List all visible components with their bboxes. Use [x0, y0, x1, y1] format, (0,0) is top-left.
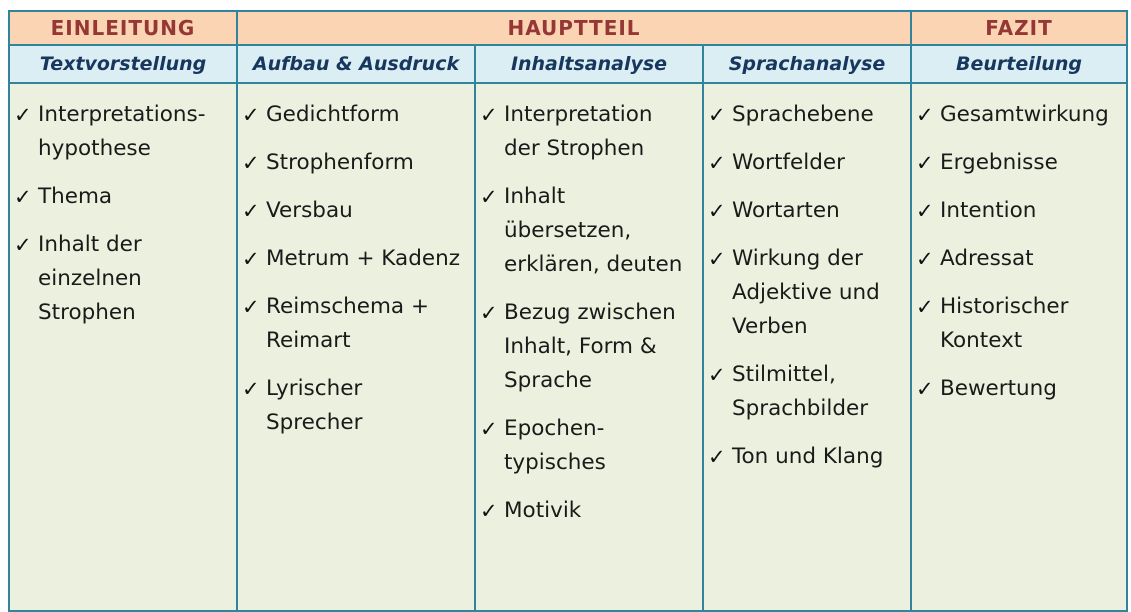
section-fazit: FAZIT — [911, 11, 1127, 45]
checkmark-icon: ✓ — [708, 247, 726, 271]
checklist-item — [480, 296, 702, 398]
section-hauptteil: HAUPTTEIL — [237, 11, 911, 45]
checklist-item-text: Gesamtwirkung — [940, 102, 1109, 127]
checkmark-icon: ✓ — [480, 185, 498, 209]
checkmark-icon: ✓ — [708, 363, 726, 387]
checklist-item — [480, 412, 702, 480]
checklist-item — [480, 98, 702, 166]
checkmark-icon: ✓ — [480, 301, 498, 325]
subheader-beurteilung: Beurteilung — [911, 45, 1127, 83]
checkmark-icon: ✓ — [708, 199, 726, 223]
checklist-item-text: Lyrischer Sprecher — [266, 376, 363, 435]
checkmark-icon: ✓ — [14, 185, 32, 209]
checkmark-icon: ✓ — [242, 199, 260, 223]
checklist-item-text: Bezug zwischen Inhalt, Form & Sprache — [504, 300, 676, 393]
checklist-item-text: Historischer Kontext — [940, 294, 1069, 353]
checkmark-icon: ✓ — [480, 103, 498, 127]
checklist-item — [480, 494, 702, 528]
checklist-item-text: Metrum + Kadenz — [266, 246, 460, 271]
subheader-aufbau-ausdruck: Aufbau & Ausdruck — [237, 45, 475, 83]
checklist-item — [916, 194, 1126, 228]
checklist-item — [708, 358, 910, 426]
checklist-item — [708, 146, 910, 180]
checklist-aufbau-ausdruck — [238, 98, 474, 440]
checkmark-icon: ✓ — [242, 151, 260, 175]
checklist-item-text: Motivik — [504, 498, 582, 523]
checklist-item — [916, 242, 1126, 276]
checklist-item — [480, 180, 702, 282]
checklist-item-text: Versbau — [266, 198, 353, 223]
checklist-item — [916, 98, 1126, 132]
checkmark-icon: ✓ — [242, 247, 260, 271]
checklist-textvorstellung — [10, 98, 236, 330]
subheader-sprachanalyse: Sprachanalyse — [703, 45, 911, 83]
checkmark-icon: ✓ — [14, 103, 32, 127]
checklist-item — [708, 194, 910, 228]
checklist-item-text: Ton und Klang — [732, 444, 884, 469]
checkmark-icon: ✓ — [708, 103, 726, 127]
checkmark-icon: ✓ — [916, 247, 934, 271]
column-aufbau-ausdruck — [237, 83, 475, 611]
checklist-item — [708, 440, 910, 474]
subheader-row — [9, 45, 1127, 83]
checklist-item-text: Intention — [940, 198, 1037, 223]
interpretation-structure-table — [8, 10, 1128, 612]
checklist-item — [242, 242, 474, 276]
checkmark-icon: ✓ — [916, 151, 934, 175]
checkmark-icon: ✓ — [242, 103, 260, 127]
checklist-item-text: Interpretation der Strophen — [504, 102, 653, 161]
column-inhaltsanalyse — [475, 83, 703, 611]
checklist-beurteilung — [912, 98, 1126, 406]
structure-table-wrapper — [8, 10, 1128, 612]
checkmark-icon: ✓ — [480, 417, 498, 441]
checklist-item-text: Ergebnisse — [940, 150, 1058, 175]
checkmark-icon: ✓ — [916, 199, 934, 223]
checklist-row — [9, 83, 1127, 611]
checklist-item-text: Bewertung — [940, 376, 1057, 401]
column-textvorstellung — [9, 83, 237, 611]
checkmark-icon: ✓ — [708, 151, 726, 175]
column-sprachanalyse — [703, 83, 911, 611]
checklist-item-text: Inhalt der einzelnen Strophen — [38, 232, 142, 325]
checklist-item — [708, 98, 910, 132]
checkmark-icon: ✓ — [916, 295, 934, 319]
checklist-item-text: Thema — [38, 184, 113, 209]
checklist-item — [916, 290, 1126, 358]
checklist-item — [242, 372, 474, 440]
checkmark-icon: ✓ — [916, 377, 934, 401]
checklist-item — [14, 228, 236, 330]
checklist-item — [242, 98, 474, 132]
checklist-item-text: Stilmittel, Sprachbilder — [732, 362, 869, 421]
checklist-item — [14, 98, 236, 166]
checklist-item — [242, 146, 474, 180]
checklist-item-text: Reimschema + Reimart — [266, 294, 429, 353]
checkmark-icon: ✓ — [14, 233, 32, 257]
checklist-item — [916, 146, 1126, 180]
checklist-item-text: Strophenform — [266, 150, 414, 175]
checklist-item-text: Wirkung der Adjektive und Verben — [732, 246, 880, 339]
checklist-inhaltsanalyse — [476, 98, 702, 528]
checklist-item-text: Sprachebene — [732, 102, 874, 127]
checkmark-icon: ✓ — [480, 499, 498, 523]
checklist-item-text: Adressat — [940, 246, 1034, 271]
checklist-sprachanalyse — [704, 98, 910, 474]
checkmark-icon: ✓ — [708, 445, 726, 469]
subheader-textvorstellung: Textvorstellung — [9, 45, 237, 83]
section-einleitung: EINLEITUNG — [9, 11, 237, 45]
checklist-item-text: Wortarten — [732, 198, 840, 223]
checkmark-icon: ✓ — [916, 103, 934, 127]
checklist-item — [708, 242, 910, 344]
column-beurteilung — [911, 83, 1127, 611]
checklist-item-text: Gedichtform — [266, 102, 400, 127]
subheader-inhaltsanalyse: Inhaltsanalyse — [475, 45, 703, 83]
checkmark-icon: ✓ — [242, 377, 260, 401]
checklist-item-text: Interpretations- hypothese — [38, 102, 206, 161]
checklist-item-text: Inhalt übersetzen, erklären, deuten — [504, 184, 683, 277]
checklist-item — [916, 372, 1126, 406]
section-header-row — [9, 11, 1127, 45]
checklist-item — [242, 290, 474, 358]
checklist-item — [242, 194, 474, 228]
checklist-item-text: Wortfelder — [732, 150, 845, 175]
checklist-item — [14, 180, 236, 214]
checkmark-icon: ✓ — [242, 295, 260, 319]
checklist-item-text: Epochen- typisches — [504, 416, 606, 475]
